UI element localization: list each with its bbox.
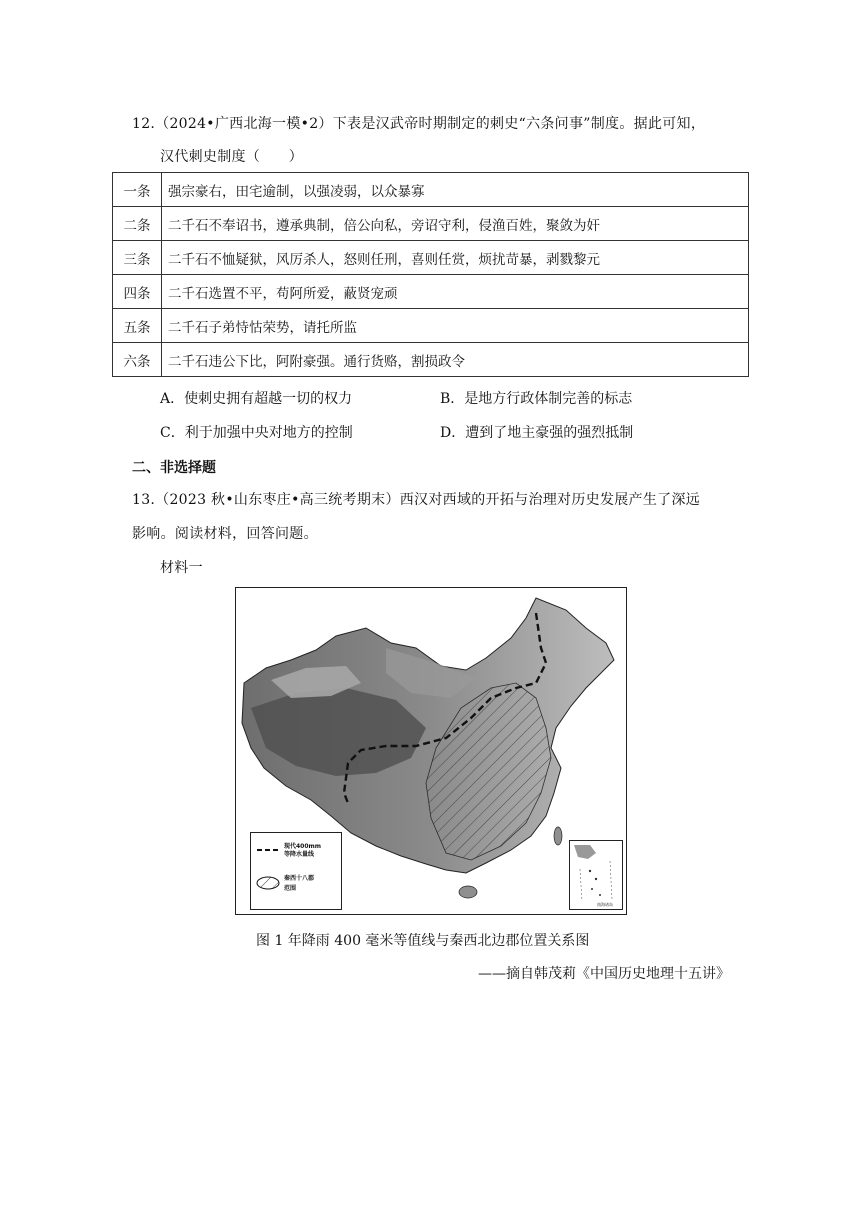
- article-number: 五条: [113, 309, 162, 343]
- map-legend: [250, 832, 342, 910]
- option-d[interactable]: D．遭到了地主豪强的强烈抵制: [440, 425, 634, 441]
- q12-stem-line2: 汉代刺史制度（ ）: [160, 149, 303, 165]
- q12-stem-line1: 12.（2024•广西北海一模•2）下表是汉武帝时期制定的刺史“六条问事”制度。据此可知，: [132, 116, 706, 132]
- option-b[interactable]: B．是地方行政体制完善的标志: [440, 391, 633, 407]
- article-text: 二千石违公下比，阿附豪强。通行货赂，割损政令: [162, 343, 749, 377]
- article-text: 二千石子弟恃怙荣势，请托所监: [162, 309, 749, 343]
- south-china-sea-inset: [569, 840, 623, 910]
- table-row: [113, 173, 749, 207]
- article-text: 二千石不奉诏书，遵承典制，倍公向私，旁诏守利，侵渔百姓，聚敛为奸: [162, 207, 749, 241]
- figure-caption: 图 1 年降雨 400 毫米等值线与秦西北边郡位置关系图: [256, 933, 590, 949]
- q13-stem-line2: 影响。阅读材料，回答问题。: [132, 526, 318, 542]
- taiwan-island: [554, 827, 562, 845]
- legend-area-label-1: 秦西十八郡: [284, 875, 315, 882]
- article-text: 二千石不恤疑狱，风厉杀人，怒则任刑，喜则任赏，烦扰苛暴，剥戮黎元: [162, 241, 749, 275]
- six-articles-table: [112, 172, 749, 377]
- article-text: 强宗豪右，田宅逾制，以强凌弱，以众暴寡: [162, 173, 749, 207]
- article-number: 三条: [113, 241, 162, 275]
- table-row: [113, 309, 749, 343]
- table-row: [113, 343, 749, 377]
- table-row: [113, 207, 749, 241]
- table-row: [113, 275, 749, 309]
- legend-isohyet-label-1: 现代400mm: [284, 843, 322, 850]
- inset-label: 南海诸岛: [597, 902, 613, 907]
- article-number: 二条: [113, 207, 162, 241]
- legend-isohyet-label-2: 等降水量线: [284, 851, 315, 858]
- figure-source: ——摘自韩茂莉《中国历史地理十五讲》: [478, 966, 730, 982]
- option-c[interactable]: C．利于加强中央对地方的控制: [160, 425, 353, 441]
- table-row: [113, 241, 749, 275]
- material-label: 材料一: [160, 560, 203, 576]
- article-number: 一条: [113, 173, 162, 207]
- option-a[interactable]: A．使刺史拥有超越一切的权力: [160, 391, 353, 407]
- china-rainfall-map: [235, 587, 627, 915]
- article-number: 六条: [113, 343, 162, 377]
- hainan-island: [459, 886, 477, 898]
- article-number: 四条: [113, 275, 162, 309]
- legend-area-label-2: 范围: [284, 885, 297, 892]
- section-title: 二、非选择题: [132, 460, 216, 476]
- article-text: 二千石选置不平，苟阿所爱，蔽贤宠顽: [162, 275, 749, 309]
- q13-stem-line1: 13.（2023 秋•山东枣庄•高三统考期末）西汉对西域的开拓与治理对历史发展产生了深远: [132, 492, 701, 508]
